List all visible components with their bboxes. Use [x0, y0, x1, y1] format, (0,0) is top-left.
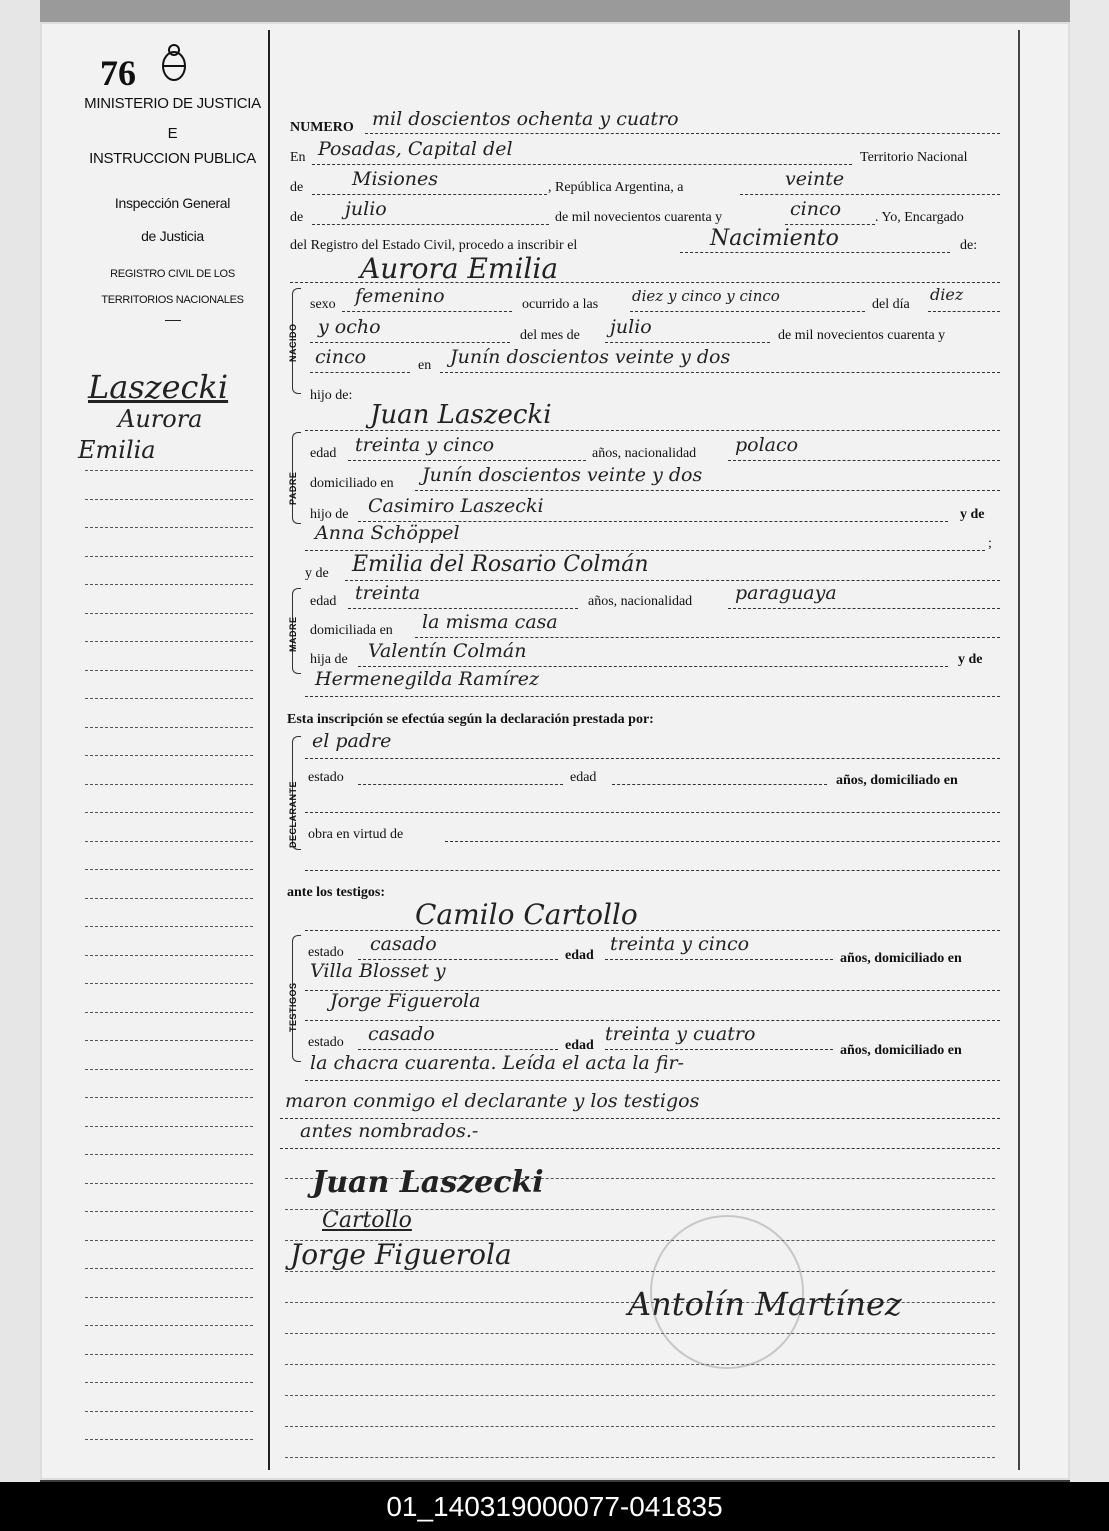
margin-rule — [268, 30, 270, 1470]
registry-dash — [165, 320, 181, 321]
abuelo-value: Casimiro Laszecki — [368, 495, 544, 517]
testigos-side-label: TESTIGOS — [288, 982, 298, 1032]
padre-edad-value: treinta y cinco — [355, 434, 495, 456]
signature-rule-line — [285, 1457, 995, 1458]
margin-rule-line — [85, 926, 253, 927]
declarante-edad-line — [612, 784, 827, 785]
tipo-line — [680, 252, 950, 253]
ante-label: ante los testigos: — [287, 885, 385, 900]
inscripcion-label: Esta inscripción se efectúa según la declaración prestada por: — [287, 712, 654, 727]
ministry-line-3: INSTRUCCION PUBLICA — [89, 150, 256, 167]
mes-nac-line — [605, 342, 770, 343]
testigo2-value: Jorge Figuerola — [330, 990, 481, 1012]
testigo1-value: Camilo Cartollo — [415, 898, 638, 931]
margin-rule-line — [85, 727, 253, 728]
padre-side-label: PADRE — [288, 471, 298, 505]
t2-dom-line — [305, 1080, 1000, 1081]
madre-nac-value: paraguaya — [735, 582, 837, 604]
padre-edad-line — [348, 460, 586, 461]
abuela-line — [305, 550, 985, 551]
margin-rule-line — [85, 1040, 253, 1041]
t2-dom-value: la chacra cuarenta. Leída el acta la fir- — [310, 1052, 684, 1074]
signature-testigo1: Cartollo — [322, 1208, 412, 1233]
cierre-line-2 — [280, 1148, 1000, 1149]
abuela-m-value: Hermenegilda Ramírez — [315, 668, 539, 690]
margin-rule-line — [85, 1097, 253, 1098]
madre-y-de-label: y de — [305, 566, 329, 581]
margin-rule-line — [85, 1325, 253, 1326]
mes-line — [312, 224, 549, 225]
declarante-value: el padre — [312, 730, 392, 752]
madre-nombre-value: Emilia del Rosario Colmán — [352, 552, 649, 577]
margin-rule-line — [85, 1154, 253, 1155]
nombre-value: Aurora Emilia — [360, 252, 559, 285]
madre-y-de-label2: y de — [958, 652, 983, 667]
ministry-line-2: E — [167, 125, 178, 142]
margin-rule-line — [85, 1268, 253, 1269]
t1-dom-label: años, domiciliado en — [840, 951, 962, 966]
de2-label: de — [290, 210, 304, 225]
margin-rule-line — [85, 812, 253, 813]
declarante-side-label: DECLARANTE — [288, 781, 298, 848]
hora-line — [630, 311, 865, 312]
cierre-1: maron conmigo el declarante y los testigos — [285, 1090, 700, 1112]
t1-estado-value: casado — [370, 933, 437, 955]
del-dia-label: del día — [872, 297, 910, 312]
republica-label: , República Argentina, a — [548, 180, 684, 195]
t2-estado-value: casado — [368, 1023, 435, 1045]
inspection-line-2: de Justicia — [141, 228, 204, 244]
padre-nac-label: años, nacionalidad — [592, 446, 697, 461]
sexo-line — [342, 311, 512, 312]
territorio-label: Territorio Nacional — [860, 150, 968, 165]
anio-nac-value: cinco — [315, 346, 367, 368]
testigo2-line — [305, 1020, 1000, 1021]
footer-image-id: 01_140319000077-041835 — [0, 1482, 1109, 1531]
margin-rule-line — [85, 527, 253, 528]
t1-estado-label: estado — [308, 945, 344, 960]
abuela-value: Anna Schöppel — [315, 522, 460, 544]
obra-line-2 — [305, 870, 1000, 871]
dia-nac2-line — [310, 342, 510, 343]
declarante-dom-line — [305, 812, 1000, 813]
abuelo-m-value: Valentín Colmán — [368, 640, 527, 662]
madre-hija-de-label: hija de — [310, 652, 348, 667]
margin-rule-line — [85, 584, 253, 585]
margin-rule-line — [85, 641, 253, 642]
padre-dom-label: domiciliado en — [310, 476, 394, 491]
left-page-edge — [0, 0, 40, 1482]
del-mes-label: del mes de — [520, 328, 580, 343]
margin-rule-line — [85, 1439, 253, 1440]
lugar-nac-value: Junín doscientos veinte y dos — [450, 346, 731, 368]
madre-dom-label: domiciliada en — [310, 623, 393, 638]
hijo-de-label: hijo de: — [310, 388, 353, 403]
margin-rule-line — [85, 499, 253, 500]
t1-edad-label: edad — [565, 948, 594, 963]
margin-rule-line — [85, 556, 253, 557]
declarante-dom-label: años, domiciliado en — [836, 773, 958, 788]
territorio-line — [312, 194, 547, 195]
signature-padre: Juan Laszecki — [312, 1165, 544, 1200]
madre-nombre-line — [345, 580, 1000, 581]
t2-dom-label: años, domiciliado en — [840, 1043, 962, 1058]
mil2-label: de mil novecientos cuarenta y — [778, 328, 946, 343]
signature-testigo2: Jorge Figuerola — [290, 1238, 512, 1271]
t1-dom-value: Villa Blosset y — [310, 960, 446, 982]
numero-value: mil doscientos ochenta y cuatro — [372, 108, 679, 130]
sexo-label: sexo — [310, 297, 336, 312]
padre-dom-line — [415, 490, 1000, 491]
margin-rule-line — [85, 1069, 253, 1070]
obra-label: obra en virtud de — [308, 827, 404, 842]
registro-label: del Registro del Estado Civil, procedo a inscribir el — [290, 238, 578, 253]
abuela-m-line — [305, 696, 1000, 697]
sexo-value: femenino — [355, 285, 445, 307]
obra-line — [445, 841, 1000, 842]
mes-nac-value: julio — [610, 316, 652, 338]
declarante-edad-label: edad — [570, 770, 597, 785]
anio-line — [785, 224, 875, 225]
numero-label: NUMERO — [290, 120, 354, 135]
t2-edad-value: treinta y cuatro — [605, 1023, 756, 1045]
margin-rule-line — [85, 955, 253, 956]
margin-rule-line — [85, 1211, 253, 1212]
coat-of-arms-icon — [160, 42, 188, 84]
en-label: En — [290, 150, 306, 165]
padre-nac-line — [728, 460, 1000, 461]
t2-estado-label: estado — [308, 1035, 344, 1050]
margin-rule-line — [85, 1411, 253, 1412]
margin-rule-line — [85, 470, 253, 471]
signature-rule-line — [285, 1426, 995, 1427]
declarante-estado-label: estado — [308, 770, 344, 785]
lugar-value: Posadas, Capital del — [318, 138, 513, 160]
margin-rule-line — [85, 613, 253, 614]
signature-rule-line — [285, 1364, 995, 1365]
madre-side-label: MADRE — [288, 616, 298, 652]
padre-y-de-label: y de — [960, 507, 985, 522]
madre-dom-value: la misma casa — [422, 611, 558, 633]
lugar-nac-line — [440, 372, 1000, 373]
margin-rule-line — [85, 1297, 253, 1298]
signature-rule-line — [285, 1333, 995, 1334]
top-binding — [40, 0, 1070, 22]
margin-surname: Laszecki — [88, 368, 229, 406]
de3-label: de: — [960, 238, 978, 253]
testigo1-line — [305, 930, 1000, 931]
margin-rule-line — [85, 841, 253, 842]
t2-edad-line — [605, 1049, 833, 1050]
madre-dom-line — [415, 637, 1000, 638]
margin-rule-line — [85, 983, 253, 984]
padre-edad-label: edad — [310, 446, 337, 461]
margin-rule-line — [85, 869, 253, 870]
t2-edad-label: edad — [565, 1038, 594, 1053]
madre-edad-value: treinta — [355, 582, 421, 604]
signature-rule-line — [285, 1271, 995, 1272]
margin-second-name: Emilia — [78, 436, 156, 464]
margin-rule-line — [85, 898, 253, 899]
madre-nac-line — [728, 608, 1000, 609]
signature-encargado: Antolín Martínez — [628, 1285, 902, 1323]
padre-nombre-value: Juan Laszecki — [370, 400, 552, 430]
page-number: 76 — [100, 53, 136, 93]
margin-rule-line — [85, 1354, 253, 1355]
padre-dom-value: Junín doscientos veinte y dos — [422, 464, 703, 486]
mil-label: de mil novecientos cuarenta y — [555, 210, 723, 225]
mes-value: julio — [345, 198, 387, 220]
de-label: de — [290, 180, 304, 195]
cierre-line-1 — [280, 1118, 1000, 1119]
tipo-value: Nacimiento — [710, 226, 839, 251]
margin-rule-line — [85, 1240, 253, 1241]
right-rule — [1018, 30, 1020, 1470]
en2-label: en — [418, 358, 432, 373]
yo-label: . Yo, Encargado — [875, 210, 964, 225]
margin-rule-line — [85, 1012, 253, 1013]
nacido-side-label: NACIDO — [288, 323, 298, 362]
margin-rule-line — [85, 670, 253, 671]
registry-line-1: REGISTRO CIVIL DE LOS — [110, 268, 235, 280]
right-page-edge — [1070, 0, 1109, 1482]
official-seal-stamp — [650, 1215, 804, 1369]
territorio-value: Misiones — [352, 168, 439, 190]
margin-rule-line — [85, 784, 253, 785]
margin-rule-line — [85, 698, 253, 699]
anio-value: cinco — [790, 198, 842, 220]
hora-value: diez y cinco y cinco — [632, 287, 780, 305]
padre-nombre-line — [305, 430, 1000, 431]
madre-nac-label: años, nacionalidad — [588, 594, 693, 609]
ministry-line-1: MINISTERIO DE JUSTICIA — [84, 95, 261, 112]
madre-edad-line — [348, 608, 578, 609]
signature-rule-line — [285, 1395, 995, 1396]
dia-value: veinte — [785, 168, 845, 190]
semicolon: ; — [988, 536, 992, 551]
madre-edad-label: edad — [310, 594, 337, 609]
cierre-2: antes nombrados.- — [300, 1120, 479, 1142]
declarante-line — [305, 758, 1000, 759]
anio-nac-line — [310, 372, 410, 373]
inspection-line-1: Inspección General — [114, 195, 231, 211]
padre-hijo-de-label: hijo de — [310, 507, 349, 522]
dia-nac-line — [928, 311, 1000, 312]
ocurrido-label: ocurrido a las — [522, 297, 599, 312]
t2-estado-line — [358, 1049, 558, 1050]
abuelo-m-line — [358, 666, 948, 667]
margin-first-name: Aurora — [118, 405, 203, 433]
margin-rule-line — [85, 1183, 253, 1184]
dia-nac2-value: y ocho — [318, 316, 381, 338]
margin-rule-line — [85, 1382, 253, 1383]
t1-edad-line — [605, 959, 833, 960]
t1-edad-value: treinta y cinco — [610, 933, 750, 955]
dia-line — [740, 194, 1000, 195]
en-line — [312, 164, 852, 165]
numero-line — [365, 133, 1000, 134]
margin-rule-line — [85, 1126, 253, 1127]
margin-rule-line — [85, 755, 253, 756]
declarante-estado-line — [358, 784, 563, 785]
registry-line-2: TERRITORIOS NACIONALES — [101, 294, 244, 306]
padre-nac-value: polaco — [735, 434, 799, 456]
dia-nac-value: diez — [930, 285, 964, 304]
